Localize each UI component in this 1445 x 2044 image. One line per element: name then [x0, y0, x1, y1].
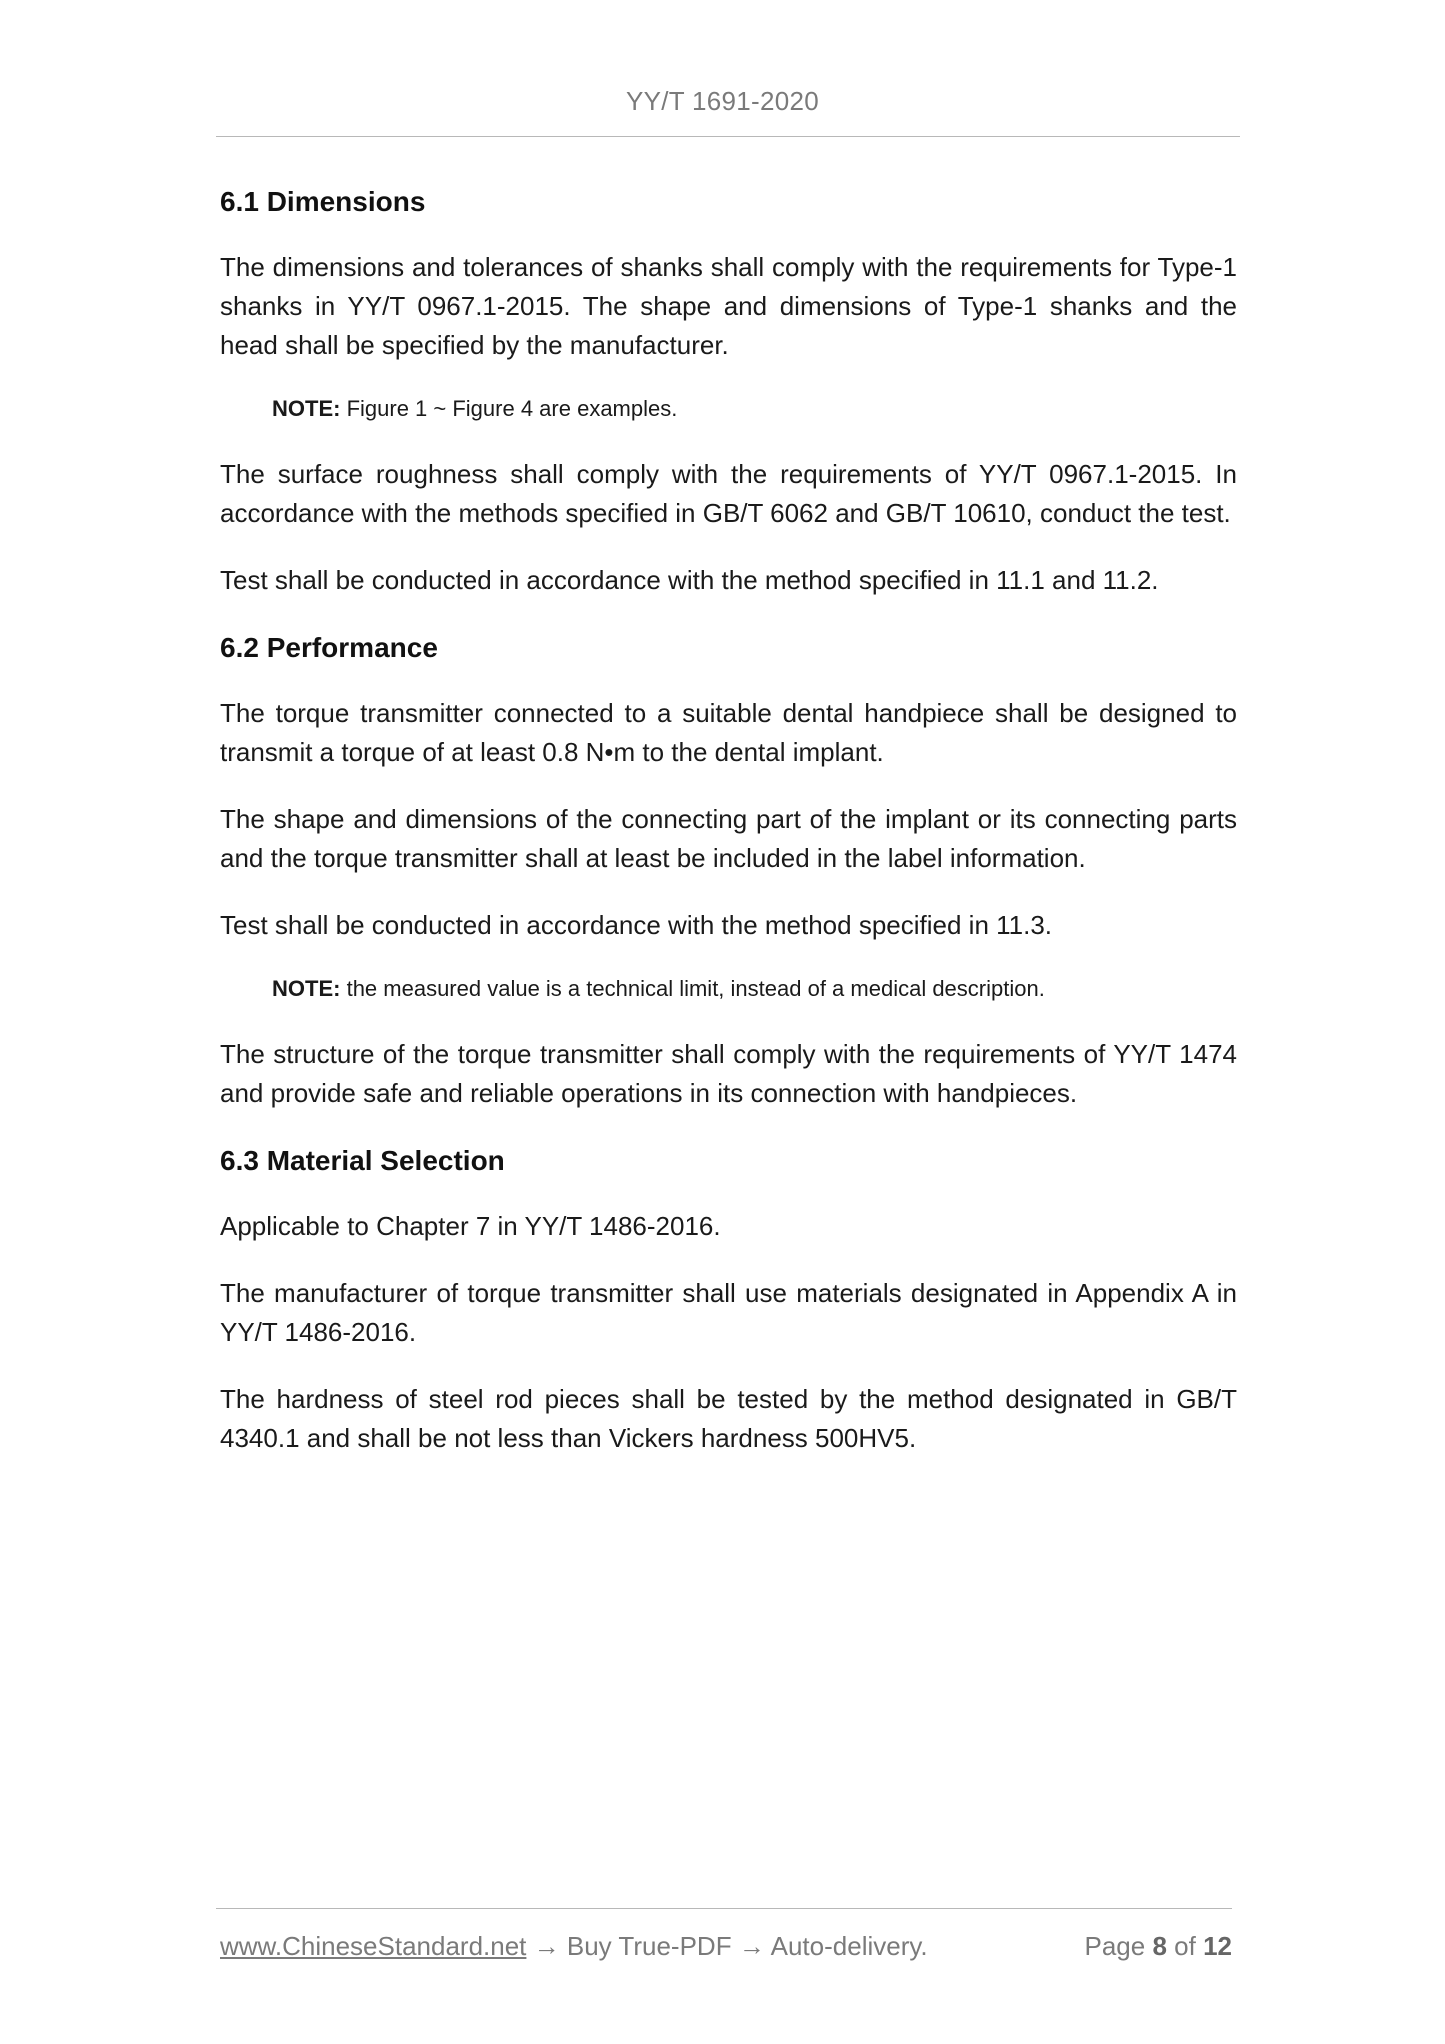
note-label: NOTE:	[272, 976, 341, 1001]
paragraph: The structure of the torque transmitter shall comply with the requirements of YY/T 1474 and provide safe and reliable operations in its connection with handpieces.	[220, 1039, 1237, 1108]
paragraph: Test shall be conducted in accordance with the method specified in 11.1 and 11.2.	[220, 565, 1159, 595]
page-content	[220, 182, 1237, 1486]
header-divider	[216, 136, 1240, 137]
note	[272, 973, 1237, 1005]
paragraph: The manufacturer of torque transmitter shall use materials designated in Appendix A in YY/T 1486-2016.	[220, 1278, 1237, 1347]
page-of: of	[1174, 1931, 1196, 1961]
buy-true-pdf-text: Buy True-PDF	[566, 1931, 732, 1961]
page-total: 12	[1203, 1931, 1232, 1961]
arrow-right-icon: →	[533, 1931, 560, 1961]
section-heading-dimensions: 6.1 Dimensions	[220, 186, 426, 217]
paragraph: The torque transmitter connected to a suitable dental handpiece shall be designed to transmit a torque of at least 0.8 N•m to the dental implant.	[220, 698, 1237, 767]
section-heading-performance: 6.2 Performance	[220, 632, 438, 663]
paragraph: The hardness of steel rod pieces shall be tested by the method designated in GB/T 4340.1 and shall be not less than Vickers hardness 500HV5.	[220, 1384, 1237, 1453]
arrow-right-icon: →	[738, 1931, 765, 1961]
paragraph: The shape and dimensions of the connecting part of the implant or its connecting parts and the torque transmitter shall at least be included in the label information.	[220, 804, 1237, 873]
section-heading-material-selection: 6.3 Material Selection	[220, 1145, 505, 1176]
footer-divider	[216, 1908, 1232, 1909]
note-text: the measured value is a technical limit, instead of a medical description.	[346, 976, 1045, 1001]
paragraph: Applicable to Chapter 7 in YY/T 1486-2016.	[220, 1211, 721, 1241]
page-label: Page	[1084, 1931, 1146, 1961]
note-label: NOTE:	[272, 396, 341, 421]
paragraph: The dimensions and tolerances of shanks shall comply with the requirements for Type-1 shanks in YY/T 0967.1-2015. The shape and dimensions of Type-1 shanks and the head shall be specified by the manufacturer.	[220, 252, 1237, 360]
note	[272, 393, 1237, 425]
page-number	[1084, 1926, 1232, 1966]
note-text: Figure 1 ~ Figure 4 are examples.	[346, 396, 678, 421]
auto-delivery-text: Auto-delivery.	[770, 1931, 928, 1961]
page-current: 8	[1152, 1931, 1167, 1961]
paragraph: Test shall be conducted in accordance with the method specified in 11.3.	[220, 910, 1053, 940]
footer-promo	[220, 1926, 928, 1966]
paragraph: The surface roughness shall comply with the requirements of YY/T 0967.1-2015. In accordance with the methods specified in GB/T 6062 and GB/T 10610, conduct the test.	[220, 459, 1237, 528]
document-code: YY/T 1691-2020	[625, 86, 820, 116]
website-link[interactable]: www.ChineseStandard.net	[220, 1931, 527, 1961]
